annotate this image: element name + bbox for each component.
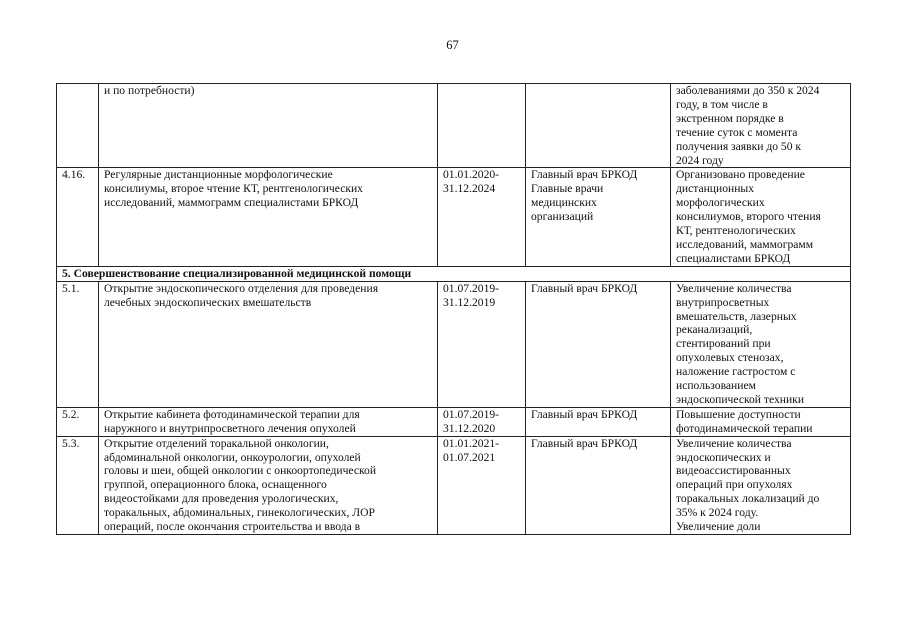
responsible-line: организаций [531,210,594,224]
measures-table-body [57,84,851,535]
period-cell [438,407,526,436]
measure-text-line: видеостойками для проведения урологических, [104,492,339,506]
measure-text-line: операций, после окончания строительства и ввода в [104,520,361,534]
result-line: видеоассистированных [676,464,791,478]
measure-text-line: головы и шеи, общей онкологии с онкоортопедической [104,464,377,478]
section-title: 5. Совершенствование специализированной медицинской помощи [57,266,851,281]
result-cell [671,281,851,407]
period-line: 01.07.2019- [443,407,500,421]
responsible-line: Главный врач БРКОД [531,168,638,182]
result-line: году, в том числе в [676,97,768,111]
result-line: использованием [676,379,756,393]
result-cell [671,168,851,266]
measure-text-line: исследований, маммограмм специалистами БРКОД [104,196,359,210]
result-line: морфологических [676,196,765,210]
period-line: 01.07.2021 [443,450,496,464]
period-cell [438,436,526,534]
responsible-line: Главный врач БРКОД [531,281,638,295]
result-line: эндоскопической техники [676,392,805,406]
measure-text-line: Открытие кабинета фотодинамической терапии для [104,407,360,421]
measure-text-cell [99,436,438,534]
measure-text-cell [99,84,438,168]
table-row [57,168,851,266]
result-line: КТ, рентгенологических [676,224,796,238]
measure-text-line: и по потребности) [104,84,195,97]
result-line: внутрипросветных [676,295,770,309]
responsible-line: Главный врач БРКОД [531,436,638,450]
measure-text-line: торакальных, абдоминальных, гинекологических, ЛОР [104,506,375,520]
result-line: вмешательств, лазерных [676,309,797,323]
result-cell [671,436,851,534]
result-line: фотодинамической терапии [676,421,813,435]
table-row [57,84,851,168]
responsible-cell [526,168,671,266]
period-cell [438,84,526,168]
period-line: 01.07.2019- [443,281,500,295]
result-line: Увеличение количества [676,281,792,295]
period-line: 01.01.2021- [443,436,500,450]
result-line: консилиумов, второго чтения [676,210,821,224]
result-line: экстренном порядке в [676,111,784,125]
measure-text-line: Открытие отделений торакальной онкологии, [104,436,329,450]
result-line: 2024 году [676,153,724,167]
measure-text-cell [99,281,438,407]
responsible-line: медицинских [531,196,597,210]
period-line: 31.12.2024 [443,182,496,196]
responsible-cell [526,84,671,168]
measures-table [56,83,851,535]
measure-text-cell [99,407,438,436]
measure-text-line: наружного и внутрипросветного лечения опухолей [104,421,356,435]
row-number-cell [57,84,99,168]
result-line: реканализаций, [676,323,753,337]
result-cell [671,84,851,168]
result-line: Увеличение доли [676,520,761,534]
section-header-row [57,266,851,281]
measure-text-line: Открытие эндоскопического отделения для проведения [104,281,379,295]
row-number-cell: 5.3. [57,436,99,534]
result-cell [671,407,851,436]
responsible-cell [526,436,671,534]
period-line: 01.01.2020- [443,168,500,182]
result-line: стентирований при [676,337,771,351]
period-line: 31.12.2019 [443,295,496,309]
measure-text-cell [99,168,438,266]
measure-text-line: консилиумы, второе чтение КТ, рентгенологических [104,182,363,196]
period-cell [438,281,526,407]
result-line: заболеваниями до 350 к 2024 [676,84,820,97]
table-row [57,281,851,407]
period-cell [438,168,526,266]
result-line: специалистами БРКОД [676,251,791,265]
table-row [57,407,851,436]
responsible-cell [526,407,671,436]
result-line: наложение гастростом с [676,365,796,379]
result-line: торакальных локализаций до [676,492,820,506]
result-line: течение суток с момента [676,125,798,139]
result-line: Организовано проведение [676,168,805,182]
result-line: Повышение доступности [676,407,801,421]
result-line: дистанционных [676,182,755,196]
row-number-cell: 5.1. [57,281,99,407]
result-line: эндоскопических и [676,450,771,464]
row-number-cell: 5.2. [57,407,99,436]
period-line: 31.12.2020 [443,421,496,435]
result-line: операций при опухолях [676,478,793,492]
result-line: исследований, маммограмм [676,237,814,251]
measure-text-line: абдоминальной онкологии, онкоурологии, опухолей [104,450,361,464]
measure-text-line: группой, операционного блока, оснащенного [104,478,327,492]
measure-text-line: Регулярные дистанционные морфологические [104,168,333,182]
table-row [57,436,851,534]
page-number: 67 [446,38,459,52]
responsible-line: Главный врач БРКОД [531,407,638,421]
responsible-cell [526,281,671,407]
responsible-line: Главные врачи [531,182,604,196]
result-line: Увеличение количества [676,436,792,450]
row-number-cell: 4.16. [57,168,99,266]
result-line: получения заявки до 50 к [676,139,802,153]
result-line: опухолевых стенозах, [676,351,784,365]
measure-text-line: лечебных эндоскопических вмешательств [104,295,312,309]
result-line: 35% к 2024 году. [676,506,759,520]
